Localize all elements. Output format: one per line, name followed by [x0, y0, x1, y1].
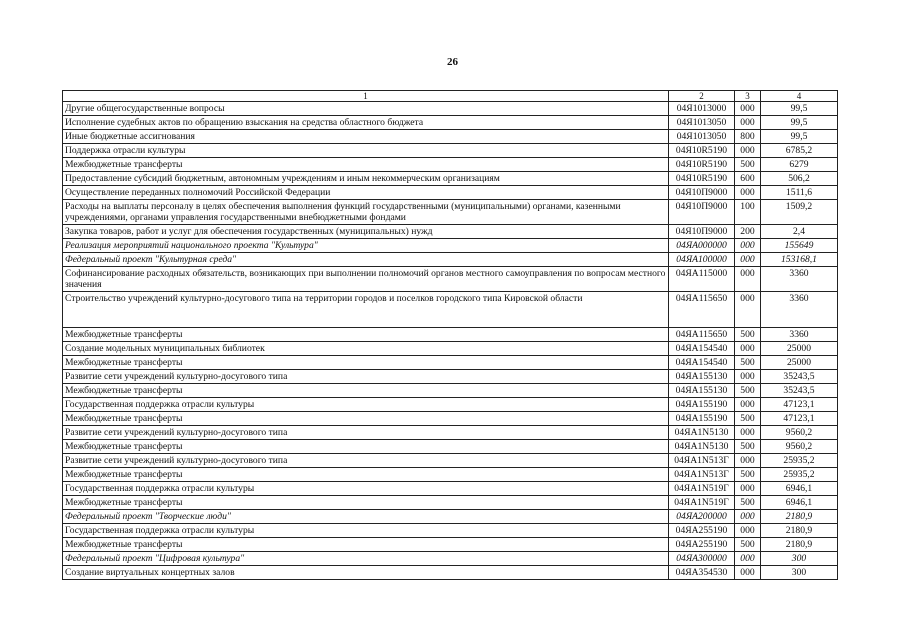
row-amount-cell: 35243,5 [761, 370, 838, 384]
row-kind-cell: 000 [735, 102, 761, 116]
row-code-cell: 04ЯА155130 [669, 384, 735, 398]
row-amount-cell: 25935,2 [761, 454, 838, 468]
row-kind-cell: 000 [735, 253, 761, 267]
table-row [63, 496, 838, 510]
table-row [63, 130, 838, 144]
budget-table [62, 90, 838, 580]
table-row [63, 172, 838, 186]
row-kind-cell: 000 [735, 370, 761, 384]
row-kind-cell: 000 [735, 552, 761, 566]
row-amount-cell: 47123,1 [761, 398, 838, 412]
row-name-cell: Развитие сети учреждений культурно-досугового типа [63, 370, 669, 384]
row-amount-cell: 2,4 [761, 225, 838, 239]
row-name-cell: Государственная поддержка отрасли культуры [63, 398, 669, 412]
row-name-cell: Федеральный проект "Творческие люди" [63, 510, 669, 524]
row-name-cell: Межбюджетные трансферты [63, 412, 669, 426]
table-row [63, 454, 838, 468]
row-name-cell: Межбюджетные трансферты [63, 538, 669, 552]
row-code-cell: 04ЯА000000 [669, 239, 735, 253]
row-name-cell: Межбюджетные трансферты [63, 440, 669, 454]
table-row [63, 482, 838, 496]
table-row [63, 398, 838, 412]
row-amount-cell: 506,2 [761, 172, 838, 186]
row-name-cell: Развитие сети учреждений культурно-досугового типа [63, 454, 669, 468]
row-name-cell: Другие общегосударственные вопросы [63, 102, 669, 116]
row-amount-cell: 25000 [761, 356, 838, 370]
row-code-cell: 04ЯА255190 [669, 524, 735, 538]
row-amount-cell: 99,5 [761, 102, 838, 116]
row-name-cell: Исполнение судебных актов по обращению взыскания на средства областного бюджета [63, 116, 669, 130]
table-row [63, 566, 838, 580]
row-amount-cell: 300 [761, 552, 838, 566]
row-amount-cell: 2180,9 [761, 510, 838, 524]
row-kind-cell: 100 [735, 200, 761, 225]
row-code-cell: 04Я10П9000 [669, 225, 735, 239]
row-kind-cell: 000 [735, 510, 761, 524]
row-name-cell: Осуществление переданных полномочий Российской Федерации [63, 186, 669, 200]
row-code-cell: 04Я1013050 [669, 130, 735, 144]
table-row [63, 186, 838, 200]
row-amount-cell: 1511,6 [761, 186, 838, 200]
row-code-cell: 04ЯА1N519Г [669, 496, 735, 510]
row-amount-cell: 25000 [761, 342, 838, 356]
row-code-cell: 04ЯА255190 [669, 538, 735, 552]
table-row [63, 253, 838, 267]
row-code-cell: 04ЯА200000 [669, 510, 735, 524]
row-code-cell: 04ЯА354530 [669, 566, 735, 580]
table-row [63, 538, 838, 552]
row-kind-cell: 000 [735, 186, 761, 200]
table-row [63, 524, 838, 538]
row-kind-cell: 800 [735, 130, 761, 144]
page-number: 26 [447, 56, 458, 68]
row-amount-cell: 3360 [761, 328, 838, 342]
table-row [63, 239, 838, 253]
row-code-cell: 04Я10П9000 [669, 200, 735, 225]
row-amount-cell: 1509,2 [761, 200, 838, 225]
row-name-cell: Расходы на выплаты персоналу в целях обеспечения выполнения функций государственными (муниципальными) органами, казенными учреждениями, органами управления государственными внебюджетными фондами [63, 200, 669, 225]
row-name-cell: Межбюджетные трансферты [63, 496, 669, 510]
row-name-cell: Создание виртуальных концертных залов [63, 566, 669, 580]
row-amount-cell: 6946,1 [761, 482, 838, 496]
row-name-cell: Государственная поддержка отрасли культуры [63, 482, 669, 496]
row-code-cell: 04ЯА1N5130 [669, 440, 735, 454]
table-row [63, 292, 838, 328]
row-code-cell: 04ЯА1N513Г [669, 454, 735, 468]
row-code-cell: 04ЯА1N519Г [669, 482, 735, 496]
row-kind-cell: 000 [735, 398, 761, 412]
table-row [63, 144, 838, 158]
row-kind-cell: 000 [735, 144, 761, 158]
row-amount-cell: 153168,1 [761, 253, 838, 267]
row-amount-cell: 3360 [761, 267, 838, 292]
table-row [63, 426, 838, 440]
row-kind-cell: 200 [735, 225, 761, 239]
row-code-cell: 04ЯА154540 [669, 342, 735, 356]
row-kind-cell: 500 [735, 440, 761, 454]
row-kind-cell: 500 [735, 158, 761, 172]
row-code-cell: 04Я10R5190 [669, 158, 735, 172]
row-amount-cell: 155649 [761, 239, 838, 253]
row-amount-cell: 6785,2 [761, 144, 838, 158]
row-amount-cell: 6279 [761, 158, 838, 172]
row-kind-cell: 500 [735, 468, 761, 482]
row-kind-cell: 500 [735, 356, 761, 370]
row-kind-cell: 500 [735, 412, 761, 426]
row-kind-cell: 000 [735, 267, 761, 292]
row-kind-cell: 600 [735, 172, 761, 186]
row-code-cell: 04ЯА155190 [669, 398, 735, 412]
row-kind-cell: 000 [735, 116, 761, 130]
row-amount-cell: 35243,5 [761, 384, 838, 398]
column-header-amount: 4 [761, 91, 838, 102]
row-code-cell: 04Я10R5190 [669, 172, 735, 186]
row-amount-cell: 47123,1 [761, 412, 838, 426]
row-name-cell: Иные бюджетные ассигнования [63, 130, 669, 144]
row-name-cell: Строительство учреждений культурно-досугового типа на территории городов и поселков городского типа Кировской области [63, 292, 669, 328]
column-header-name: 1 [63, 91, 669, 102]
row-code-cell: 04Я1013050 [669, 116, 735, 130]
row-amount-cell: 3360 [761, 292, 838, 328]
table-row [63, 370, 838, 384]
row-name-cell: Софинансирование расходных обязательств, возникающих при выполнении полномочий органов местного самоуправления по вопросам местного значения [63, 267, 669, 292]
row-kind-cell: 000 [735, 239, 761, 253]
table-row [63, 116, 838, 130]
row-code-cell: 04ЯА155190 [669, 412, 735, 426]
row-code-cell: 04ЯА155130 [669, 370, 735, 384]
row-kind-cell: 500 [735, 538, 761, 552]
row-name-cell: Создание модельных муниципальных библиотек [63, 342, 669, 356]
row-name-cell: Предоставление субсидий бюджетным, автономным учреждениям и иным некоммерческим организациям [63, 172, 669, 186]
row-kind-cell: 000 [735, 426, 761, 440]
row-name-cell: Развитие сети учреждений культурно-досугового типа [63, 426, 669, 440]
table-row [63, 267, 838, 292]
row-name-cell: Государственная поддержка отрасли культуры [63, 524, 669, 538]
table-row [63, 342, 838, 356]
row-name-cell: Закупка товаров, работ и услуг для обеспечения государственных (муниципальных) нужд [63, 225, 669, 239]
column-header-code: 2 [669, 91, 735, 102]
row-amount-cell: 300 [761, 566, 838, 580]
table-row [63, 102, 838, 116]
row-code-cell: 04ЯА100000 [669, 253, 735, 267]
row-amount-cell: 99,5 [761, 130, 838, 144]
table-body [63, 102, 838, 580]
row-kind-cell: 000 [735, 524, 761, 538]
table-row [63, 328, 838, 342]
table-row [63, 200, 838, 225]
row-name-cell: Межбюджетные трансферты [63, 468, 669, 482]
table-row [63, 384, 838, 398]
column-header-kind: 3 [735, 91, 761, 102]
row-code-cell: 04Я1013000 [669, 102, 735, 116]
row-amount-cell: 9560,2 [761, 440, 838, 454]
table-row [63, 510, 838, 524]
row-code-cell: 04ЯА115650 [669, 292, 735, 328]
row-code-cell: 04ЯА1N5130 [669, 426, 735, 440]
row-kind-cell: 000 [735, 566, 761, 580]
table-row [63, 356, 838, 370]
table-row [63, 158, 838, 172]
row-amount-cell: 25935,2 [761, 468, 838, 482]
row-code-cell: 04ЯА300000 [669, 552, 735, 566]
row-code-cell: 04Я10R5190 [669, 144, 735, 158]
table-row [63, 440, 838, 454]
row-name-cell: Межбюджетные трансферты [63, 328, 669, 342]
row-name-cell: Федеральный проект "Культурная среда" [63, 253, 669, 267]
row-amount-cell: 2180,9 [761, 538, 838, 552]
row-code-cell: 04ЯА115000 [669, 267, 735, 292]
table-row [63, 468, 838, 482]
row-amount-cell: 2180,9 [761, 524, 838, 538]
row-amount-cell: 9560,2 [761, 426, 838, 440]
row-name-cell: Межбюджетные трансферты [63, 384, 669, 398]
table-header-row [63, 91, 838, 102]
row-amount-cell: 99,5 [761, 116, 838, 130]
row-kind-cell: 500 [735, 384, 761, 398]
row-code-cell: 04ЯА154540 [669, 356, 735, 370]
table-row [63, 412, 838, 426]
row-name-cell: Федеральный проект "Цифровая культура" [63, 552, 669, 566]
table-row [63, 225, 838, 239]
row-name-cell: Межбюджетные трансферты [63, 158, 669, 172]
row-kind-cell: 500 [735, 328, 761, 342]
row-name-cell: Реализация мероприятий национального проекта "Культура" [63, 239, 669, 253]
row-name-cell: Поддержка отрасли культуры [63, 144, 669, 158]
row-kind-cell: 500 [735, 496, 761, 510]
row-kind-cell: 000 [735, 482, 761, 496]
row-kind-cell: 000 [735, 342, 761, 356]
row-code-cell: 04ЯА115650 [669, 328, 735, 342]
row-name-cell: Межбюджетные трансферты [63, 356, 669, 370]
row-code-cell: 04ЯА1N513Г [669, 468, 735, 482]
row-code-cell: 04Я10П9000 [669, 186, 735, 200]
row-amount-cell: 6946,1 [761, 496, 838, 510]
row-kind-cell: 000 [735, 454, 761, 468]
table-row [63, 552, 838, 566]
row-kind-cell: 000 [735, 292, 761, 328]
